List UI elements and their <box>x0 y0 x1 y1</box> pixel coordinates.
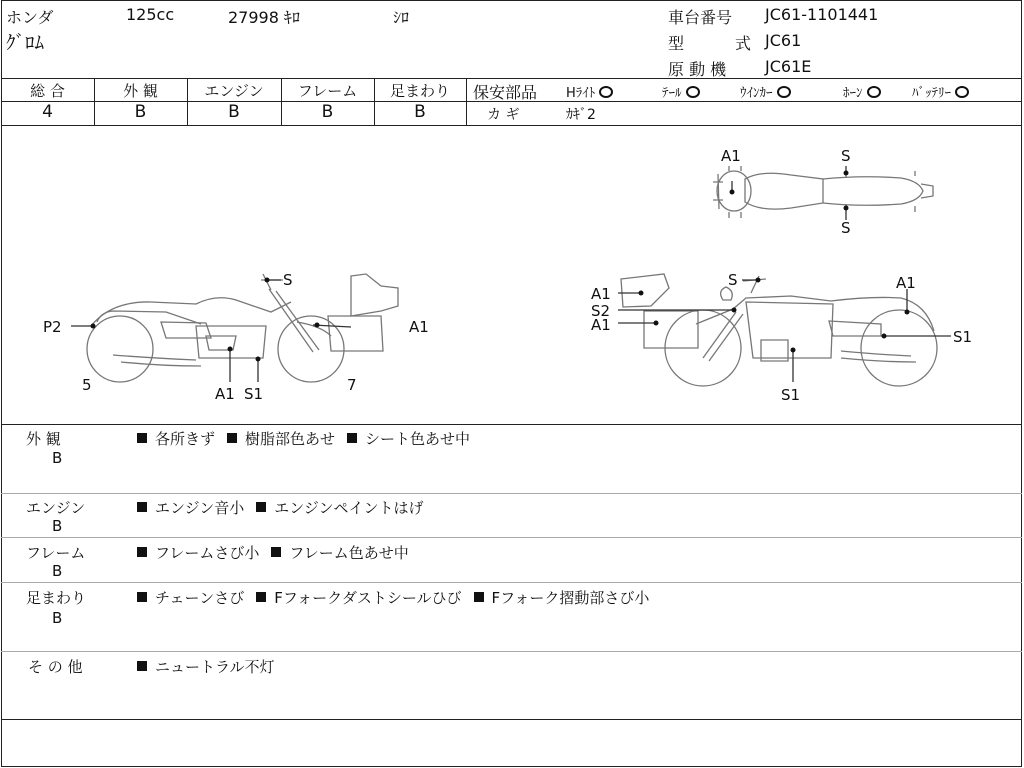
safety-item-headlight: Hﾗｲﾄ <box>566 82 613 101</box>
section-grade-suspension: B <box>52 609 63 627</box>
divider <box>466 78 467 125</box>
bullet-square-icon <box>347 433 357 443</box>
divider <box>1 78 1022 79</box>
bullet-square-icon <box>137 502 147 512</box>
motorcycle-top-view <box>713 166 933 218</box>
bullet-square-icon <box>474 592 484 602</box>
divider <box>467 101 1022 102</box>
grade-label-exterior: 外 観 <box>123 82 158 100</box>
grade-label-frame: フレーム <box>297 82 358 100</box>
engine-label: 原 動 機 <box>668 60 727 79</box>
diagram-label: 5 <box>82 376 92 394</box>
diagram-label: S1 <box>953 328 973 346</box>
type-label-a: 型 <box>668 34 685 53</box>
safety-item-battery: ﾊﾞｯﾃﾘｰ <box>912 82 969 101</box>
diagram-label: P2 <box>43 318 62 336</box>
ok-circle-icon <box>599 86 613 98</box>
grade-value-overall: 4 <box>42 102 53 122</box>
grade-value-engine: B <box>228 102 240 122</box>
safety-title: 保安部品 <box>473 83 538 102</box>
bullet-square-icon <box>256 592 266 602</box>
ok-circle-icon <box>686 86 700 98</box>
divider <box>1 651 1022 652</box>
section-title-exterior: 外 観 <box>26 430 61 448</box>
grade-value-frame: B <box>321 102 334 122</box>
model-name: ｸﾞﾛﾑ <box>6 32 45 54</box>
section-grade-exterior: B <box>52 449 63 467</box>
grade-label-overall: 総 合 <box>30 82 65 100</box>
diagram-label: A1 <box>896 274 916 292</box>
ok-circle-icon <box>867 86 881 98</box>
diagram-label: A1 <box>215 385 235 403</box>
engine-value: JC61E <box>765 57 812 76</box>
frame-no-label: 車台番号 <box>668 8 733 27</box>
section-title-suspension: 足まわり <box>26 589 87 607</box>
displacement: 125cc <box>126 5 175 24</box>
safety-item-tail: ﾃｰﾙ <box>662 82 700 101</box>
diagram-label: S <box>841 147 851 165</box>
color: ｼﾛ <box>393 8 410 27</box>
bullet-square-icon <box>227 433 237 443</box>
diagram-label: S2 <box>591 302 611 320</box>
motorcycle-right-view <box>621 274 937 386</box>
diagram-label: A1 <box>721 147 741 165</box>
section-title-engine: エンジン <box>26 499 86 517</box>
ok-circle-icon <box>955 86 969 98</box>
section-notes-other: ニュートラル不灯 <box>137 656 275 677</box>
bullet-square-icon <box>256 502 266 512</box>
bullet-square-icon <box>137 433 147 443</box>
diagram-label: S1 <box>244 385 264 403</box>
divider <box>1 424 1022 425</box>
divider <box>1 537 1022 538</box>
diagram-label: A1 <box>591 316 611 334</box>
bullet-square-icon <box>137 661 147 671</box>
type-value: JC61 <box>765 31 802 50</box>
section-notes-suspension: チェーンさび Fフォークダストシールひび Fフォーク摺動部さび小 <box>137 587 649 608</box>
grade-value-exterior: B <box>134 102 147 122</box>
divider <box>1 493 1022 494</box>
diagram-label: A1 <box>591 285 611 303</box>
mileage: 27998 ｷﾛ <box>228 8 300 27</box>
key-value: ｶｷﾞ2 <box>566 107 596 123</box>
safety-item-horn: ﾎｰﾝ <box>843 82 881 101</box>
bullet-square-icon <box>271 547 281 557</box>
grade-label-engine: エンジン <box>204 82 264 100</box>
diagram-label: S <box>283 271 293 289</box>
ok-circle-icon <box>777 86 791 98</box>
bullet-square-icon <box>137 547 147 557</box>
damage-diagram <box>1 126 1021 423</box>
grade-label-suspension: 足まわり <box>389 82 450 100</box>
section-notes-frame: フレームさび小 フレーム色あせ中 <box>137 542 409 563</box>
grade-value-suspension: B <box>414 102 426 122</box>
diagram-label: S <box>728 271 738 289</box>
frame-no: JC61-1101441 <box>765 5 879 24</box>
section-title-other: そ の 他 <box>28 658 83 676</box>
type-label-b: 式 <box>735 34 752 53</box>
section-title-frame: フレーム <box>26 544 86 562</box>
section-notes-exterior: 各所きず 樹脂部色あせ シート色あせ中 <box>137 428 470 449</box>
safety-item-winker: ｳｲﾝｶｰ <box>740 82 791 101</box>
section-grade-frame: B <box>52 562 63 580</box>
bullet-square-icon <box>137 592 147 602</box>
key-label: カ ギ <box>487 107 520 123</box>
divider <box>1 582 1022 583</box>
diagram-label: A1 <box>409 318 429 336</box>
diagram-label: S <box>841 219 851 237</box>
section-notes-engine: エンジン音小 エンジンペイントはげ <box>137 497 424 518</box>
divider <box>1 719 1022 720</box>
motorcycle-left-view <box>87 274 398 382</box>
diagram-label: S1 <box>781 386 801 404</box>
section-grade-engine: B <box>52 517 63 535</box>
maker: ホンダ <box>6 8 54 27</box>
diagram-label: 7 <box>347 376 357 394</box>
